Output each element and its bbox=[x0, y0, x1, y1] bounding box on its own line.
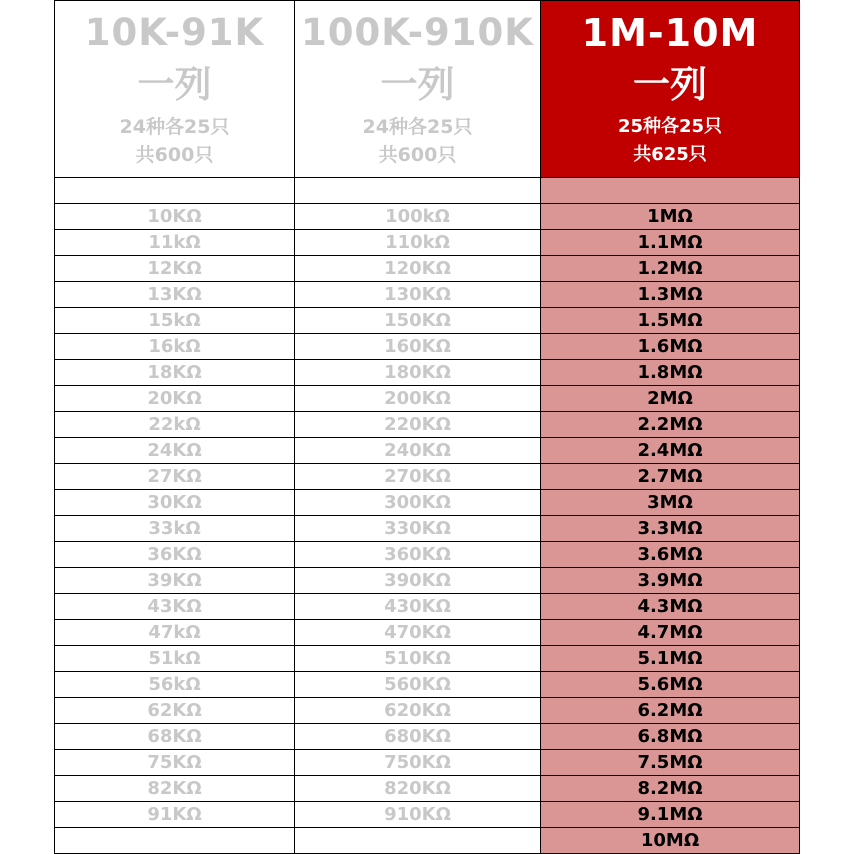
resistor-value-cell: 5.6MΩ bbox=[541, 672, 800, 698]
resistor-value-cell: 30KΩ bbox=[54, 490, 295, 516]
resistor-value-cell: 620KΩ bbox=[295, 698, 541, 724]
resistor-value-cell: 47kΩ bbox=[54, 620, 295, 646]
resistor-value-cell: 200KΩ bbox=[295, 386, 541, 412]
resistor-value-cell bbox=[295, 178, 541, 204]
resistor-value-cell: 180KΩ bbox=[295, 360, 541, 386]
resistor-value-cell: 1.6MΩ bbox=[541, 334, 800, 360]
resistor-value-cell: 270KΩ bbox=[295, 464, 541, 490]
column-header bbox=[54, 0, 295, 178]
resistor-value-cell: 11kΩ bbox=[54, 230, 295, 256]
resistor-value-cell: 510KΩ bbox=[295, 646, 541, 672]
resistor-value-cell: 2MΩ bbox=[541, 386, 800, 412]
resistor-value-cell: 390KΩ bbox=[295, 568, 541, 594]
resistor-value-cell: 36KΩ bbox=[54, 542, 295, 568]
spec-label: 24种各25只 bbox=[119, 116, 230, 138]
resistor-value-cell: 240KΩ bbox=[295, 438, 541, 464]
range-title: 10K-91K bbox=[84, 11, 265, 54]
resistor-value-cell: 4.7MΩ bbox=[541, 620, 800, 646]
resistor-value-cell: 130KΩ bbox=[295, 282, 541, 308]
resistor-value-cell: 16kΩ bbox=[54, 334, 295, 360]
resistor-value-cell: 10MΩ bbox=[541, 828, 800, 854]
series-label: 一列 bbox=[380, 63, 455, 106]
column-10k-91k bbox=[54, 0, 295, 854]
resistor-value-cell: 20KΩ bbox=[54, 386, 295, 412]
resistor-value-cell: 56kΩ bbox=[54, 672, 295, 698]
resistor-value-cell: 1.5MΩ bbox=[541, 308, 800, 334]
resistor-value-cell: 1.3MΩ bbox=[541, 282, 800, 308]
resistor-value-cell: 43KΩ bbox=[54, 594, 295, 620]
resistor-value-cell: 18KΩ bbox=[54, 360, 295, 386]
resistor-value-cell: 3.9MΩ bbox=[541, 568, 800, 594]
resistor-value-cell: 7.5MΩ bbox=[541, 750, 800, 776]
series-label: 一列 bbox=[633, 63, 707, 106]
resistor-range-table bbox=[54, 0, 800, 854]
column-100k-910k bbox=[295, 0, 541, 854]
resistor-value-cell: 68KΩ bbox=[54, 724, 295, 750]
resistor-value-cell: 220KΩ bbox=[295, 412, 541, 438]
value-list bbox=[54, 178, 295, 854]
total-label: 共600只 bbox=[378, 144, 457, 166]
resistor-value-cell: 27KΩ bbox=[54, 464, 295, 490]
resistor-value-cell: 1.2MΩ bbox=[541, 256, 800, 282]
spec-label: 25种各25只 bbox=[617, 116, 723, 137]
total-label: 共600只 bbox=[135, 144, 214, 166]
resistor-value-cell: 2.4MΩ bbox=[541, 438, 800, 464]
resistor-value-cell: 330KΩ bbox=[295, 516, 541, 542]
column-1m-10m-highlighted bbox=[541, 0, 800, 854]
spec-label: 24种各25只 bbox=[362, 116, 473, 138]
resistor-value-cell: 750KΩ bbox=[295, 750, 541, 776]
resistor-value-cell: 1MΩ bbox=[541, 204, 800, 230]
resistor-value-cell: 3MΩ bbox=[541, 490, 800, 516]
resistor-value-cell: 430KΩ bbox=[295, 594, 541, 620]
resistor-value-cell: 2.2MΩ bbox=[541, 412, 800, 438]
resistor-value-cell: 13KΩ bbox=[54, 282, 295, 308]
resistor-value-cell: 4.3MΩ bbox=[541, 594, 800, 620]
resistor-value-cell: 3.6MΩ bbox=[541, 542, 800, 568]
resistor-value-cell: 1.8MΩ bbox=[541, 360, 800, 386]
resistor-value-cell bbox=[541, 178, 800, 204]
total-label: 共625只 bbox=[633, 144, 707, 165]
resistor-value-cell bbox=[295, 828, 541, 854]
resistor-value-cell: 470KΩ bbox=[295, 620, 541, 646]
resistor-value-cell: 2.7MΩ bbox=[541, 464, 800, 490]
resistor-value-cell: 8.2MΩ bbox=[541, 776, 800, 802]
resistor-value-cell bbox=[54, 828, 295, 854]
resistor-value-cell: 22kΩ bbox=[54, 412, 295, 438]
resistor-value-cell: 24KΩ bbox=[54, 438, 295, 464]
resistor-value-cell: 150KΩ bbox=[295, 308, 541, 334]
column-header bbox=[541, 0, 800, 178]
resistor-value-cell: 360KΩ bbox=[295, 542, 541, 568]
column-header bbox=[295, 0, 541, 178]
resistor-value-cell: 100kΩ bbox=[295, 204, 541, 230]
resistor-value-cell: 62KΩ bbox=[54, 698, 295, 724]
resistor-value-cell: 3.3MΩ bbox=[541, 516, 800, 542]
resistor-value-cell bbox=[54, 178, 295, 204]
resistor-value-cell: 82KΩ bbox=[54, 776, 295, 802]
resistor-value-cell: 75KΩ bbox=[54, 750, 295, 776]
series-label: 一列 bbox=[137, 63, 212, 106]
resistor-value-cell: 680KΩ bbox=[295, 724, 541, 750]
resistor-value-cell: 160KΩ bbox=[295, 334, 541, 360]
resistor-value-cell: 15kΩ bbox=[54, 308, 295, 334]
resistor-value-cell: 91KΩ bbox=[54, 802, 295, 828]
value-list bbox=[295, 178, 541, 854]
resistor-value-cell: 300KΩ bbox=[295, 490, 541, 516]
resistor-value-cell: 33kΩ bbox=[54, 516, 295, 542]
resistor-value-cell: 5.1MΩ bbox=[541, 646, 800, 672]
resistor-value-cell: 820KΩ bbox=[295, 776, 541, 802]
resistor-value-cell: 6.8MΩ bbox=[541, 724, 800, 750]
resistor-value-cell: 10KΩ bbox=[54, 204, 295, 230]
value-list bbox=[541, 178, 800, 854]
resistor-value-cell: 110kΩ bbox=[295, 230, 541, 256]
resistor-value-cell: 12KΩ bbox=[54, 256, 295, 282]
resistor-value-cell: 9.1MΩ bbox=[541, 802, 800, 828]
resistor-value-cell: 560KΩ bbox=[295, 672, 541, 698]
resistor-value-cell: 1.1MΩ bbox=[541, 230, 800, 256]
resistor-value-cell: 6.2MΩ bbox=[541, 698, 800, 724]
resistor-value-cell: 910KΩ bbox=[295, 802, 541, 828]
range-title: 1M-10M bbox=[581, 11, 759, 55]
resistor-value-cell: 51kΩ bbox=[54, 646, 295, 672]
resistor-value-cell: 39KΩ bbox=[54, 568, 295, 594]
range-title: 100K-910K bbox=[301, 11, 534, 54]
resistor-value-cell: 120KΩ bbox=[295, 256, 541, 282]
